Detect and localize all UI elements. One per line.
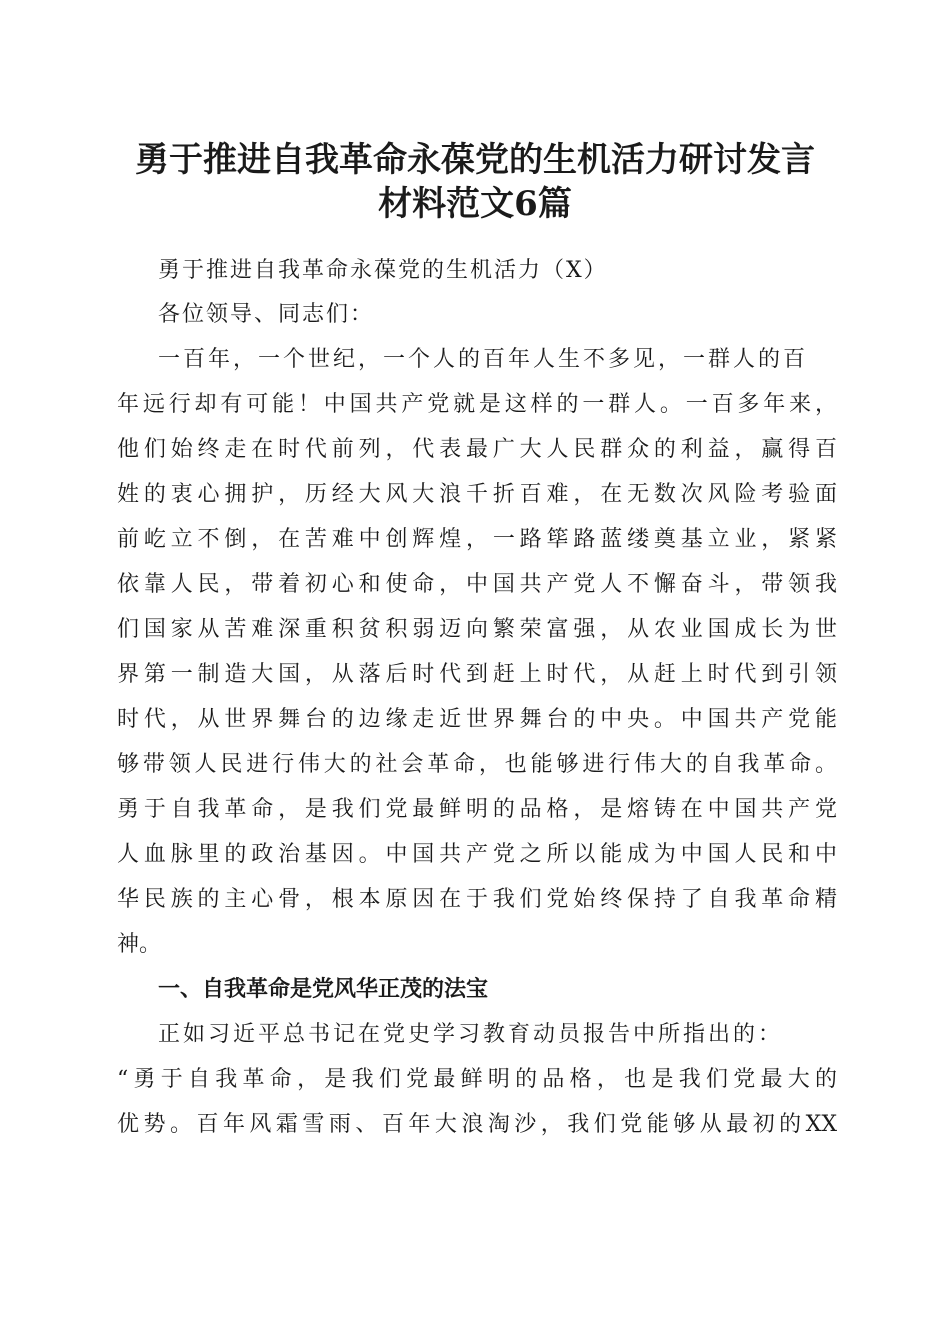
document-title-line-2: 材料范文6篇 — [378, 184, 572, 224]
paragraph-1-line: 华民族的主心骨，根本原因在于我们党始终保持了自我革命精 — [117, 887, 837, 912]
paragraph-1-line: 一百年，一个世纪，一个人的百年人生不多见，一群人的百 — [158, 347, 809, 372]
paragraph-1-line: 年远行却有可能！中国共产党就是这样的一群人。一百多年来， — [117, 392, 837, 417]
paragraph-1-line: 界第一制造大国，从落后时代到赶上时代，从赶上时代到引领 — [117, 662, 837, 687]
paragraph-1-line: 人血脉里的政治基因。中国共产党之所以能成为中国人民和中 — [117, 842, 837, 867]
paragraph-1-line: 们国家从苦难深重积贫积弱迈向繁荣富强，从农业国成长为世 — [117, 617, 837, 642]
section-heading-1: 一、自我革命是党风华正茂的法宝 — [158, 977, 489, 1002]
paragraph-1-line: 神。 — [117, 932, 162, 957]
paragraph-1-line: 依靠人民，带着初心和使命，中国共产党人不懈奋斗，带领我 — [117, 572, 837, 597]
paragraph-1-line: 时代，从世界舞台的边缘走近世界舞台的中央。中国共产党能 — [117, 707, 837, 732]
document-title-line-1: 勇于推进自我革命永葆党的生机活力研讨发言 — [135, 140, 815, 180]
salutation: 各位领导、同志们： — [158, 302, 375, 327]
paragraph-1-line: 够带领人民进行伟大的社会革命，也能够进行伟大的自我革命。 — [117, 752, 837, 777]
paragraph-2-line: “勇于自我革命，是我们党最鲜明的品格，也是我们党最大的 — [117, 1067, 837, 1092]
paragraph-2-line: 正如习近平总书记在党史学习教育动员报告中所指出的： — [158, 1022, 784, 1047]
subtitle: 勇于推进自我革命永葆党的生机活力（X） — [158, 258, 608, 283]
paragraph-2-line: 优势。百年风霜雪雨、百年大浪淘沙，我们党能够从最初的XX — [117, 1112, 837, 1137]
paragraph-1-line: 勇于自我革命，是我们党最鲜明的品格，是熔铸在中国共产党 — [117, 797, 837, 822]
paragraph-1-line: 姓的衷心拥护，历经大风大浪千折百难，在无数次风险考验面 — [117, 482, 837, 507]
paragraph-1-line: 前屹立不倒，在苦难中创辉煌，一路筚路蓝缕奠基立业，紧紧 — [117, 527, 837, 552]
paragraph-1-line: 他们始终走在时代前列，代表最广大人民群众的利益，赢得百 — [117, 437, 837, 462]
